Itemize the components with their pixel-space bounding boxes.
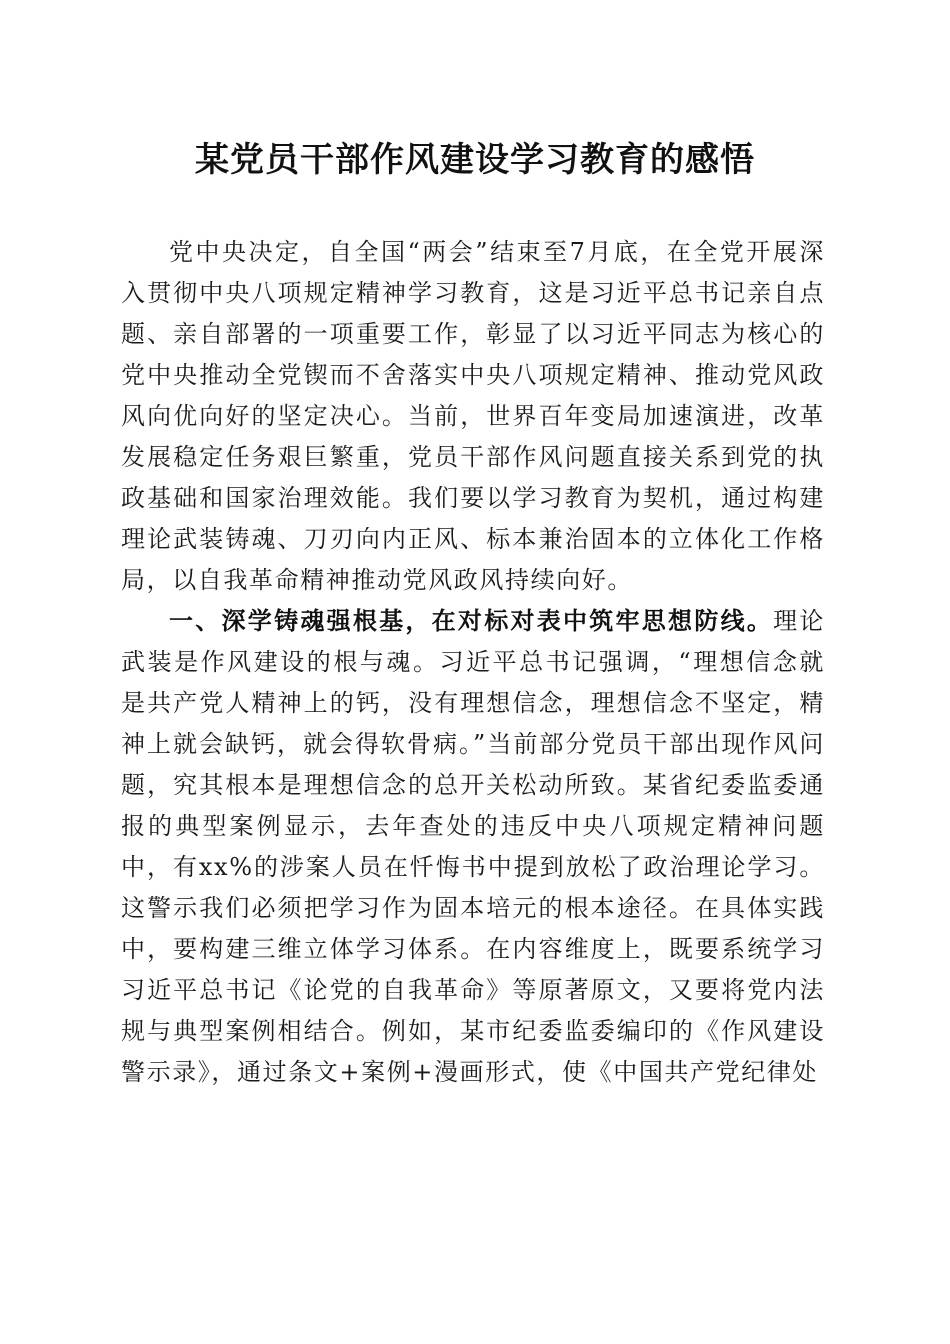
intro-paragraph <box>121 232 825 601</box>
intro-paragraph-text: 党中央决定，自全国“两会”结束至7月底，在全党开展深入贯彻中央八项规定精神学习教育，这是习近平总书记亲自点题、亲自部署的一项重要工作，彰显了以习近平同志为核心的党中央推动全党锲而不舍落实中央八项规定精神、推动党风政风向优向好的坚定决心。当前，世界百年变局加速演进，改革发展稳定任务艰巨繁重，党员干部作风问题直接关系到党的执政基础和国家治理效能。我们要以学习教育为契机，通过构建理论武装铸魂、刀刃向内正风、标本兼治固本的立体化工作格局，以自我革命精神推动党风政风持续向好。 <box>121 238 825 594</box>
document-title: 某党员干部作风建设学习教育的感悟 <box>195 140 755 180</box>
section-one-heading: 一、深学铸魂强根基，在对标对表中筑牢思想防线。 <box>169 607 774 635</box>
section-one-text: 理论武装是作风建设的根与魂。习近平总书记强调，“理想信念就是共产党人精神上的钙，没有理想信念，理想信念不坚定，精神上就会缺钙，就会得软骨病。”当前部分党员干部出现作风问题，究其根本是理想信念的总开关松动所致。某省纪委监委通报的典型案例显示，去年查处的违反中央八项规定精神问题中，有xx%的涉案人员在忏悔书中提到放松了政治理论学习。这警示我们必须把学习作为固本培元的根本途径。在具体实践中，要构建三维立体学习体系。在内容维度上，既要系统学习习近平总书记《论党的自我革命》等原著原文，又要将党内法规与典型案例相结合。例如，某市纪委监委编印的《作风建设警示录》，通过条文+案例+漫画形式，使《中国共产党纪律处 <box>121 607 825 1086</box>
document-body <box>121 232 825 1093</box>
section-one-paragraph <box>121 601 825 1093</box>
